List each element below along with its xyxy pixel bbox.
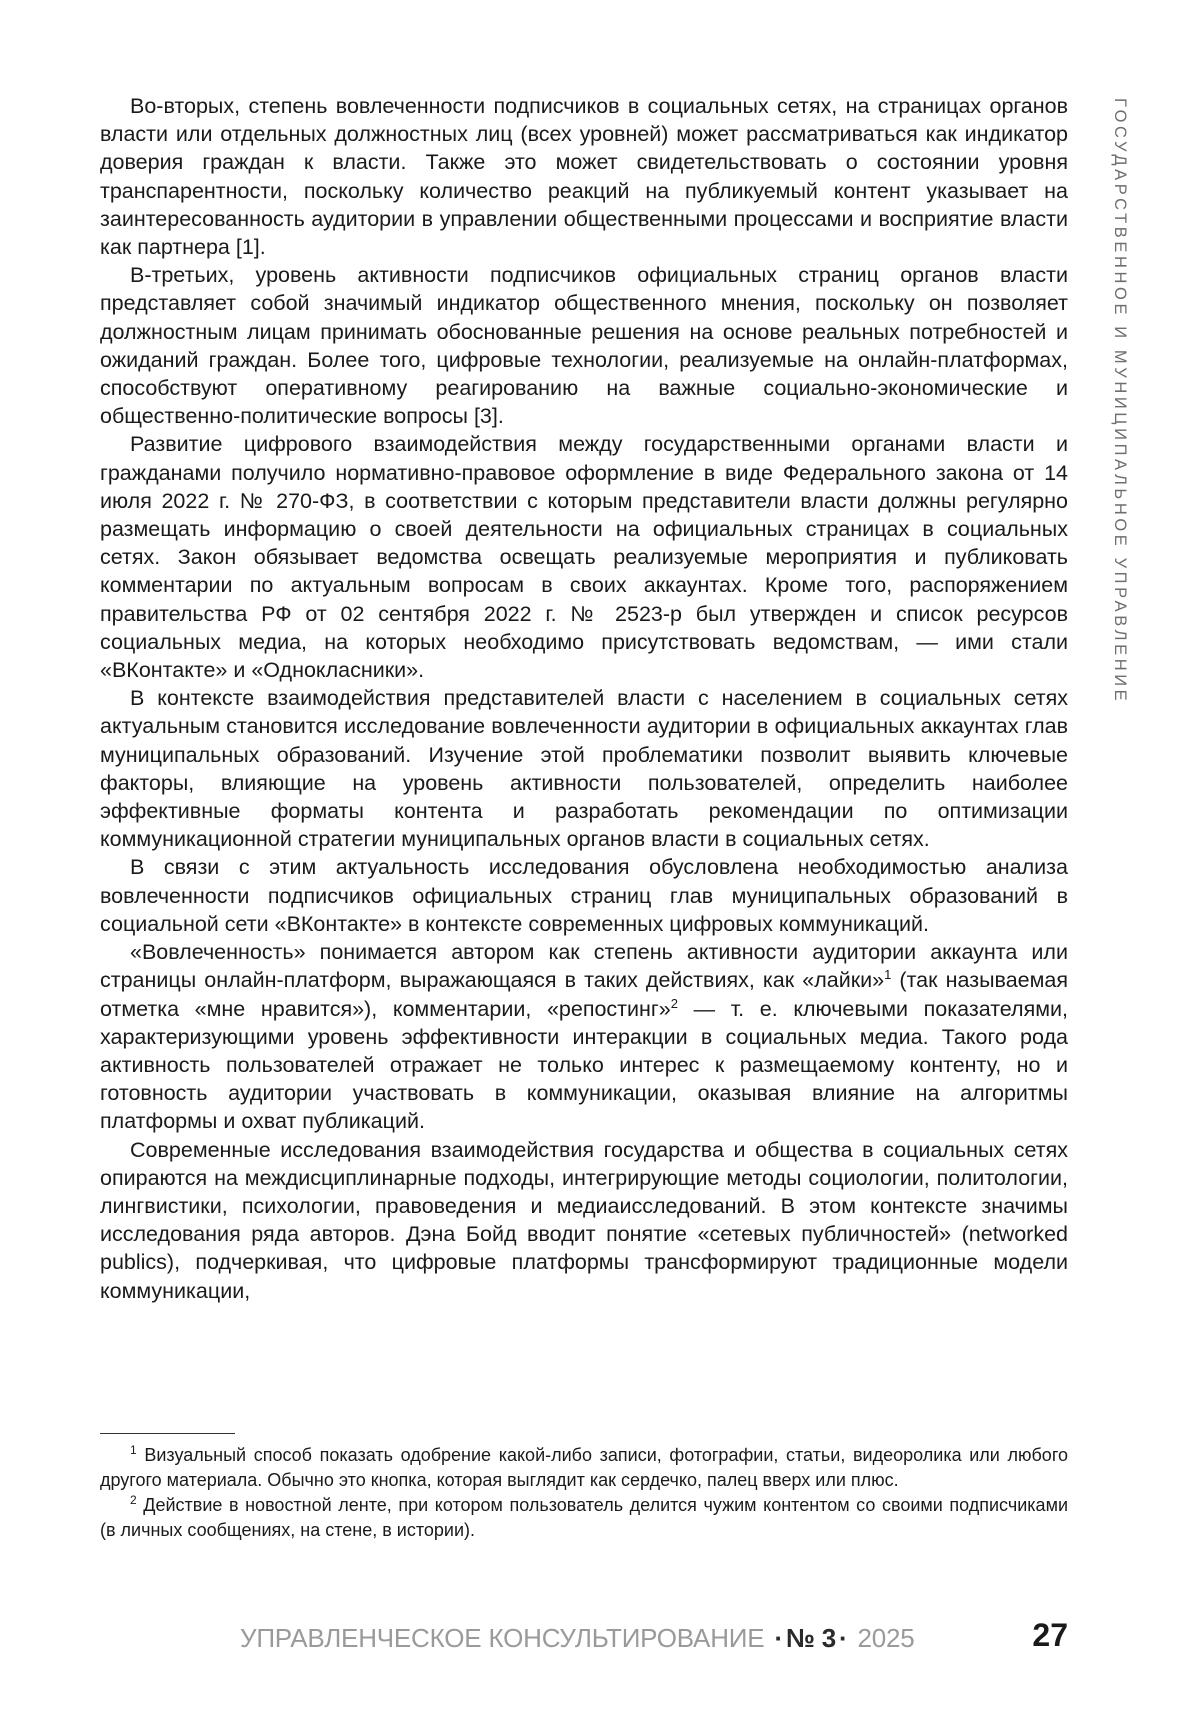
footnote-1-number: 1 (130, 1443, 137, 1457)
engagement-text-part-3: — т. е. ключевыми показателями, характеризующими уровень эффективности интеракции в социальных медиа. Такого рода активность пользователей отражает не только интерес к раз­мещаемому контенту, но и готовность аудитории участвовать в коммуникации, ока­зывая влияние на алгоритмы платформы и охват публикаций. (100, 997, 1068, 1134)
footer-separator-dot: · (771, 1623, 785, 1653)
footnote-1-text: Визуальный способ показать одобрение какой-либо записи, фотографии, статьи, видео­ролика или любого другого материала. Обычно это кнопка, которая выглядит как сердечко, палец вверх или плюс. (100, 1445, 1068, 1490)
issue-year: 2025 (857, 1623, 914, 1653)
article-body (100, 92, 1068, 1305)
paragraph-thirdly: В-третьих, уровень активности подписчиков официальных страниц органов вла­сти представляет собой значимый индикатор общественного мнения, поскольку он позволяет должностным лицам принимать обоснованные решения на основе ре­альных потребностей и ожиданий граждан. Более того, цифровые технологии, реализуемые на онлайн-платформах, способствуют оперативному реагированию на важные социально-экономические и общественно-политические вопросы [3]. (100, 261, 1068, 430)
section-heading-vertical: ГОСУДАРСТВЕННОЕ И МУНИЦИПАЛЬНОЕ УПРАВЛЕНИЕ (1110, 98, 1129, 704)
paragraph-federal-law: Развитие цифрового взаимодействия между государственными органами власти и гражданами получило нормативно-правовое оформление в виде Федерального закона от 14 июля 2022 г. № 270-ФЗ, в соответствии с которым представители власти должны регулярно размещать информацию о своей деятельности на офи­циальных страницах в социальных сетях. Закон обязывает ведомства освещать реализуемые мероприятия и публиковать комментарии по актуальным вопросам в своих аккаунтах. Кроме того, распоряжением правительства РФ от 02 сентября 2022 г. № 2523-р был утвержден и список ресурсов социальных медиа, на которых необходимо присутствовать ведомствам, — ими стали «ВКонтакте» и «Однокла­сники». (100, 430, 1068, 684)
journal-title: УПРАВЛЕНЧЕСКОЕ КОНСУЛЬТИРОВАНИЕ (240, 1623, 764, 1653)
issue-number: № 3 (786, 1623, 836, 1653)
footer-separator-dot: · (836, 1623, 850, 1653)
engagement-text-part-2: (так называемая отметка «мне нравится»), комментарии, «репостинг» (100, 968, 1068, 1020)
footnote-divider (100, 1433, 235, 1434)
footnote-2-number: 2 (130, 1493, 137, 1507)
footnotes-section (100, 1443, 1068, 1543)
footnote-reference-2[interactable]: 2 (671, 996, 678, 1011)
paragraph-relevance: В связи с этим актуальность исследования обусловлена необходимостью ана­лиза вовлеченности подписчиков официальных страниц глав муниципальных об­разований в социальной сети «ВКонтакте» в контексте современных цифровых коммуникаций. (100, 853, 1068, 938)
footnote-2-text: Действие в новостной ленте, при котором пользователь делится чужим контентом со своими подписчиками (в личных сообщениях, на стене, в истории). (100, 1495, 1068, 1540)
page-number: 27 (1032, 1617, 1068, 1654)
paragraph-modern-research: Современные исследования взаимодействия государства и общества в со­циальных сетях опираются на междисциплинарные подходы, интегрирующие методы социологии, политологии, лингвистики, психологии, правоведения и ме­диаисследований. В этом контексте значимы исследования ряда авторов. Дэна Бойд вводит понятие «сетевых публичностей» (networked publics), подчеркивая, что цифровые платформы трансформируют традиционные модели коммуникации, (100, 1136, 1068, 1305)
paragraph-engagement-definition (100, 938, 1068, 1135)
footnote-1 (100, 1443, 1068, 1493)
paragraph-interaction-context: В контексте взаимодействия представителей власти с населением в социальных сетях актуальным становится исследование вовлеченности аудитории в официаль­ных аккаунтах глав муниципальных образований. Изучение этой проблематики позволит выявить ключевые факторы, влияющие на уровень активности пользова­телей, определить наиболее эффективные форматы контента и разработать реко­мендации по оптимизации коммуникационной стратегии муниципальных органов власти в социальных сетях. (100, 684, 1068, 853)
paragraph-secondly: Во-вторых, степень вовлеченности подписчиков в социальных сетях, на страни­цах органов власти или отдельных должностных лиц (всех уровней) может рас­сматриваться как индикатор доверия граждан к власти. Также это может свиде­тельствовать о состоянии уровня транспарентности, поскольку количество реакций на публикуемый контент указывает на заинтересованность аудитории в управлении общественными процессами и восприятие власти как партнера [1]. (100, 92, 1068, 261)
engagement-text-part-1: «Вовлеченность» понимается автором как степень активности аудитории аккаунта или страницы онлайн-платформ, выражающаяся в таких действиях, как «лайки» (100, 940, 1068, 992)
footnote-reference-1[interactable]: 1 (884, 967, 891, 982)
journal-footer (240, 1623, 915, 1654)
footnote-2 (100, 1493, 1068, 1543)
